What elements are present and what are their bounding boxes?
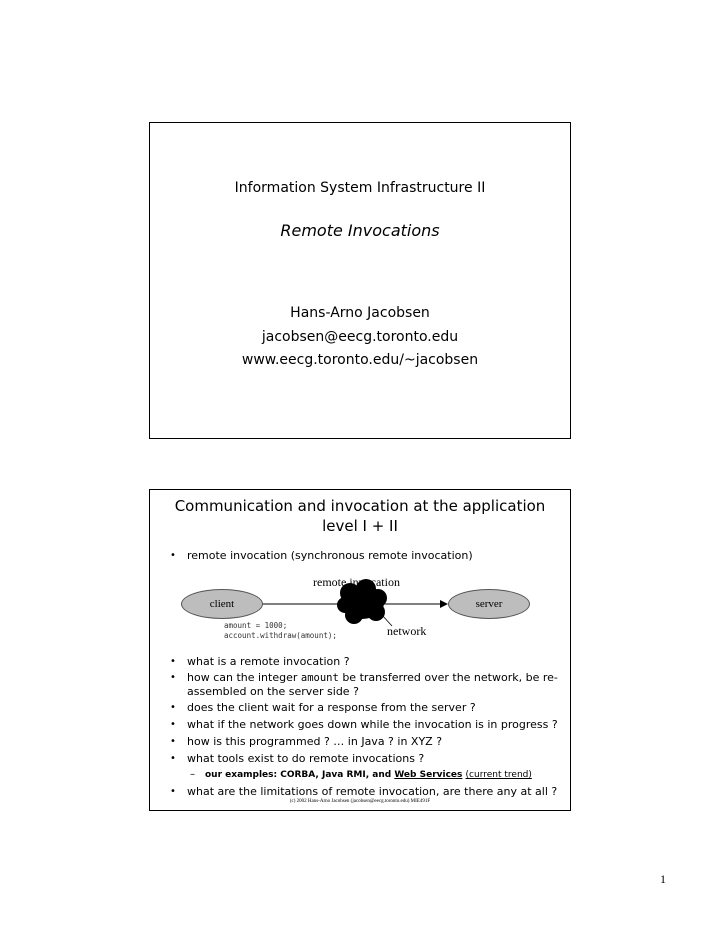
bullet-marker: • xyxy=(170,702,176,713)
course-title: Information System Infrastructure II xyxy=(234,180,486,196)
client-node: client xyxy=(181,589,263,619)
code-line: account.withdraw(amount); xyxy=(224,631,337,640)
code-line: amount = 1000; xyxy=(224,621,288,630)
server-node: server xyxy=(448,589,530,619)
bullet-marker: • xyxy=(170,550,176,561)
slide-title: Communication and invocation at the application level I + II xyxy=(174,497,546,535)
author-name: Hans-Arno Jacobsen xyxy=(290,305,430,321)
bullet-text-part: how can the integer xyxy=(187,671,298,684)
arrow-head-icon xyxy=(440,600,448,608)
bullet-marker: • xyxy=(170,753,176,764)
web-services-link[interactable]: Web Services xyxy=(394,770,463,780)
bullet-marker: • xyxy=(170,656,176,667)
title-slide xyxy=(149,122,571,439)
bullet-item xyxy=(187,671,562,698)
code-term: amount xyxy=(300,672,339,684)
lecture-subtitle: Remote Invocations xyxy=(280,221,440,240)
sub-bullet-marker: – xyxy=(190,769,195,780)
invocation-diagram xyxy=(150,490,570,650)
bullet-item: what tools exist to do remote invocations ? xyxy=(187,752,425,765)
network-label: network xyxy=(387,624,427,638)
author-email: jacobsen@eecg.toronto.edu xyxy=(261,329,459,345)
diagram-caption: remote invocation xyxy=(313,575,400,589)
bullet-item: does the client wait for a response from the server ? xyxy=(187,701,476,714)
bullet-marker: • xyxy=(170,719,176,730)
bullet-marker: • xyxy=(170,786,176,797)
bullet-marker: • xyxy=(170,672,176,683)
bullet-item: how is this programmed ? … in Java ? in XYZ ? xyxy=(187,735,443,748)
slide-footer: (c) 2002 Hans-Arno Jacobsen (jacobsen@eecg.toronto.edu) MIE491F xyxy=(289,799,431,804)
trend-note: (current trend) xyxy=(465,770,532,780)
intro-bullet: remote invocation (synchronous remote invocation) xyxy=(187,549,473,562)
content-slide xyxy=(149,489,571,811)
sub-bullet-text: our examples: CORBA, Java RMI, and xyxy=(205,770,392,780)
bullet-item: what is a remote invocation ? xyxy=(187,655,350,668)
bullet-item: what are the limitations of remote invocation, are there any at all ? xyxy=(187,785,558,798)
page-number: 1 xyxy=(660,872,666,886)
bullet-item: what if the network goes down while the invocation is in progress ? xyxy=(187,718,558,731)
sub-bullet-item xyxy=(205,769,564,781)
bullet-text-part: be transferred over the network, be re-assembled on the server side ? xyxy=(187,671,558,698)
author-website: www.eecg.toronto.edu/~jacobsen xyxy=(241,352,479,368)
bullet-marker: • xyxy=(170,736,176,747)
